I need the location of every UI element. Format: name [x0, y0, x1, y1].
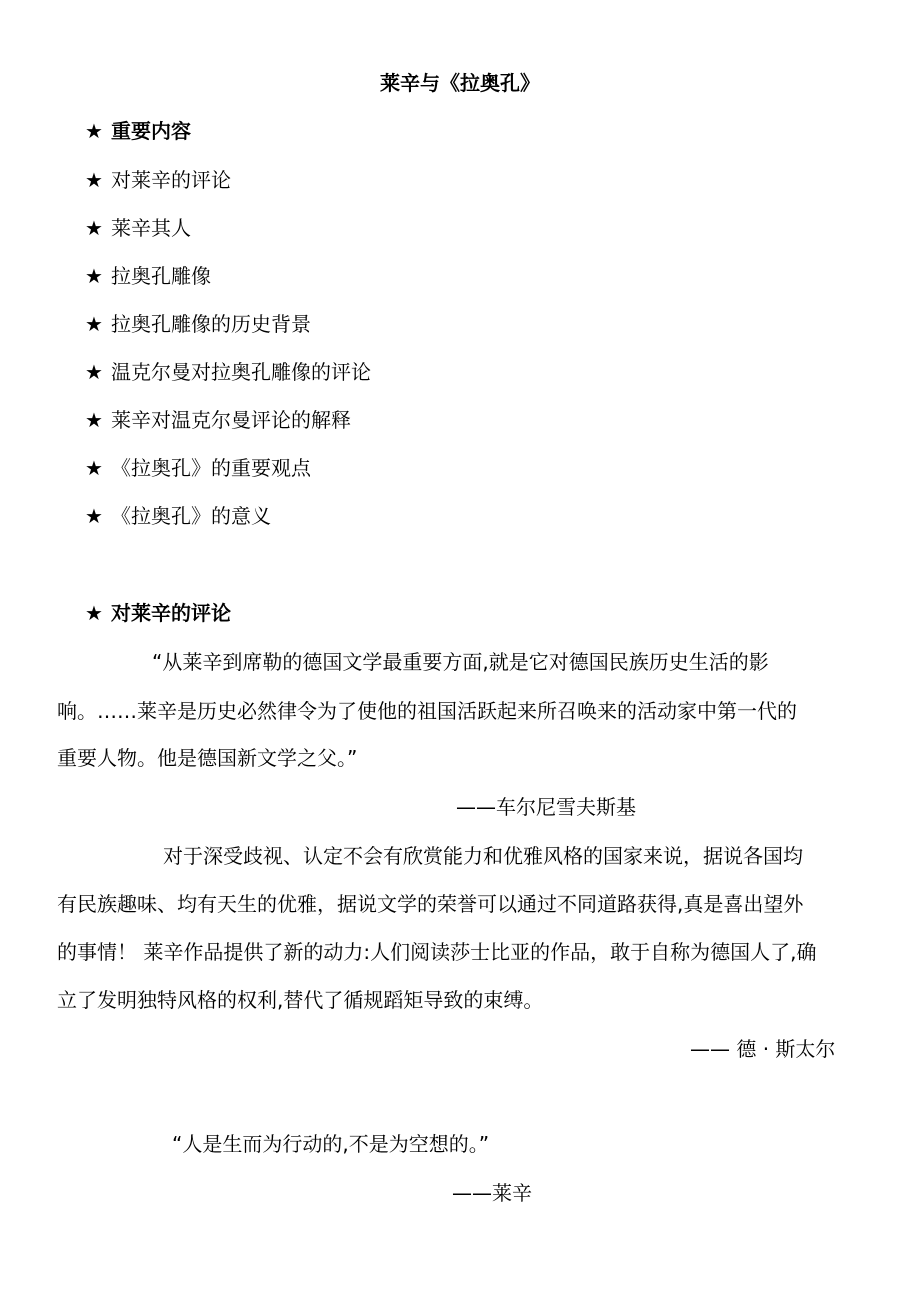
quote-line: 的事情！ 莱辛作品提供了新的动力:人们阅读莎士比亚的作品，敢于自称为德国人了,确 [57, 940, 817, 964]
toc-item [85, 218, 191, 238]
star-icon: ★ [85, 312, 103, 336]
section-heading-label: 对莱辛的评论 [111, 601, 231, 625]
star-icon: ★ [85, 504, 103, 528]
star-icon: ★ [85, 408, 103, 432]
star-icon: ★ [85, 119, 103, 143]
star-icon: ★ [85, 216, 103, 240]
toc-item-label: 《拉奥孔》的意义 [111, 504, 271, 528]
toc-item [85, 410, 351, 430]
quote-line: 响。……莱辛是历史必然律令为了使他的祖国活跃起来所召唤来的活动家中第一代的 [57, 699, 797, 723]
quote-attribution: ——车尔尼雪夫斯基 [456, 795, 636, 819]
quote-line: 重要人物。他是德国新文学之父。” [57, 746, 358, 770]
toc-item-label: 莱辛其人 [111, 216, 191, 240]
quote-attribution: ——莱辛 [452, 1181, 532, 1205]
star-icon: ★ [85, 264, 103, 288]
toc-item [85, 314, 311, 334]
toc-item [85, 266, 211, 286]
section-heading [85, 603, 231, 623]
toc-item-label: 《拉奥孔》的重要观点 [111, 456, 311, 480]
quote-line: “从莱辛到席勒的德国文学最重要方面,就是它对德国民族历史生活的影 [152, 650, 769, 674]
toc-item-label: 温克尔曼对拉奥孔雕像的评论 [111, 360, 371, 384]
toc-item [85, 506, 271, 526]
star-icon: ★ [85, 601, 103, 625]
toc-item-label: 拉奥孔雕像 [111, 264, 211, 288]
toc-item [85, 170, 231, 190]
star-icon: ★ [85, 168, 103, 192]
star-icon: ★ [85, 360, 103, 384]
quote-line: 有民族趣味、均有天生的优雅，据说文学的荣誉可以通过不同道路获得,真是喜出望外 [57, 892, 804, 916]
toc-heading [85, 121, 191, 141]
star-icon: ★ [85, 456, 103, 480]
quote-attribution: —— 德 · 斯太尔 [690, 1037, 836, 1061]
quote-line: 立了发明独特风格的权利,替代了循规蹈矩导致的束缚。 [57, 988, 544, 1012]
quote-line: “人是生而为行动的,不是为空想的。” [172, 1132, 490, 1156]
toc-item-label: 拉奥孔雕像的历史背景 [111, 312, 311, 336]
toc-item-label: 对莱辛的评论 [111, 168, 231, 192]
quote-line: 对于深受歧视、认定不会有欣赏能力和优雅风格的国家来说，据说各国均 [163, 844, 803, 868]
toc-item-label: 莱辛对温克尔曼评论的解释 [111, 408, 351, 432]
toc-heading-label: 重要内容 [111, 119, 191, 143]
toc-item [85, 458, 311, 478]
toc-item [85, 362, 371, 382]
page-title: 莱辛与《拉奥孔》 [380, 71, 540, 95]
